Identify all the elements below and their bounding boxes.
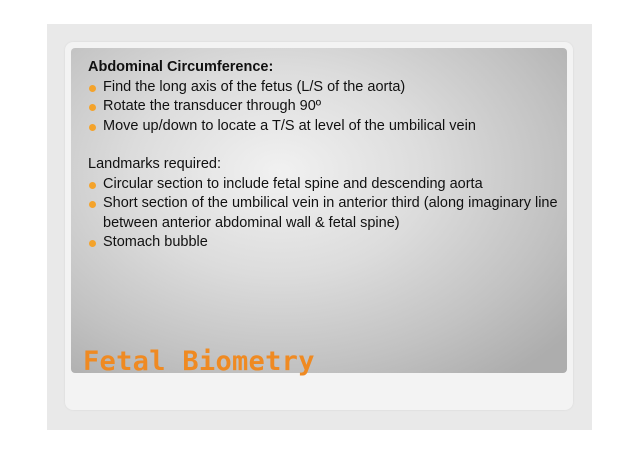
list-item-text: Circular section to include fetal spine and descending aorta xyxy=(103,175,483,192)
list-item-text: Stomach bubble xyxy=(103,234,208,250)
list-item-text: Move up/down to locate a T/S at level of the umbilical vein xyxy=(103,117,476,134)
list-item xyxy=(88,194,558,233)
list-item-text: Short section of the umbilical vein in anterior third (along imaginary line between anterior abdominal wall & fetal spine) xyxy=(103,195,558,231)
list-item xyxy=(88,78,558,98)
section-heading-abdominal-circumference: Abdominal Circumference: xyxy=(88,59,274,75)
slide-title: Fetal Biometry xyxy=(83,346,315,377)
list-item xyxy=(88,175,558,195)
list-item-text: Rotate the transducer through 90º xyxy=(103,98,322,114)
list-item xyxy=(88,117,558,137)
bullet-dot-icon xyxy=(89,182,96,189)
bullet-dot-icon xyxy=(89,124,96,131)
bullet-list-abdominal xyxy=(88,78,558,137)
list-item xyxy=(88,233,558,253)
slide-body xyxy=(88,58,558,253)
list-item xyxy=(88,97,558,117)
section-heading-landmarks: Landmarks required: xyxy=(88,156,221,172)
spacer xyxy=(88,136,558,155)
bullet-dot-icon xyxy=(89,240,96,247)
list-item-text: Find the long axis of the fetus (L/S of the aorta) xyxy=(103,78,406,95)
bullet-dot-icon xyxy=(89,201,96,208)
bullet-dot-icon xyxy=(89,85,96,92)
bullet-list-landmarks xyxy=(88,175,558,253)
bullet-dot-icon xyxy=(89,104,96,111)
